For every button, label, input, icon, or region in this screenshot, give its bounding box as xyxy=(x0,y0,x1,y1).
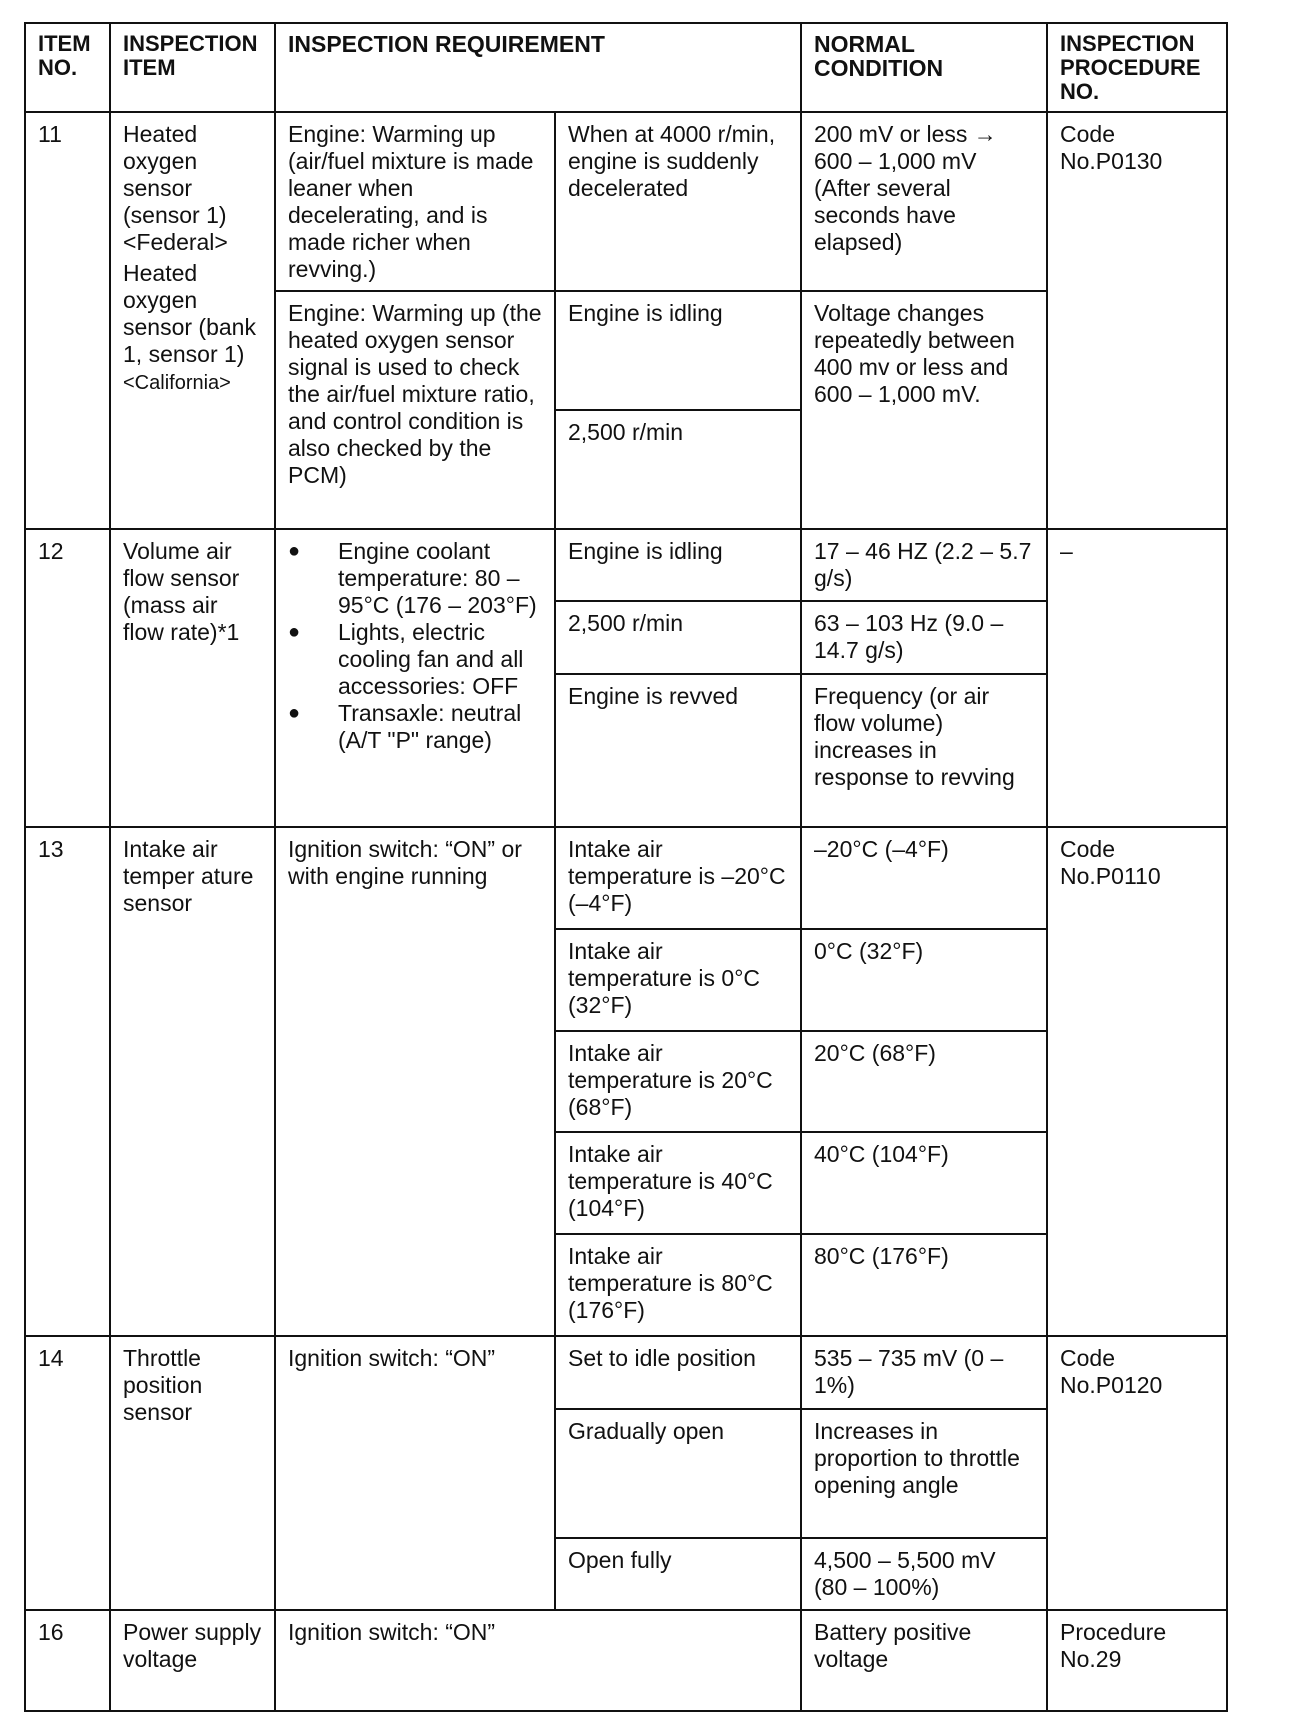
normal-condition: 535 – 735 mV (0 – 1%) xyxy=(801,1336,1047,1409)
requirement: Ignition switch: “ON” xyxy=(275,1336,555,1610)
procedure-no: Code No.P0110 xyxy=(1047,827,1227,1336)
item-no: 11 xyxy=(25,112,110,529)
table-row xyxy=(25,529,1227,602)
condition: Engine is idling xyxy=(555,291,801,410)
condition: Intake air temperature is 80°C (176°F) xyxy=(555,1234,801,1336)
item-no: 12 xyxy=(25,529,110,827)
condition: When at 4000 r/min, engine is suddenly decelerated xyxy=(555,112,801,291)
header-row xyxy=(25,23,1227,112)
normal-condition: Battery positive voltage xyxy=(801,1610,1047,1711)
procedure-no: Procedure No.29 xyxy=(1047,1610,1227,1711)
item-name: Volume air flow sensor (mass air flow rate)*1 xyxy=(110,529,275,827)
condition: 2,500 r/min xyxy=(555,601,801,674)
normal-condition: –20°C (–4°F) xyxy=(801,827,1047,929)
item-no: 16 xyxy=(25,1610,110,1711)
item-no: 14 xyxy=(25,1336,110,1610)
item-name: Intake air temper ature sensor xyxy=(110,827,275,1336)
requirement-bullet: ● Transaxle: neutral (A/T "P" range) xyxy=(288,700,542,754)
table-row xyxy=(25,1610,1227,1711)
item-name xyxy=(110,112,275,529)
requirement-bullet: ● Engine coolant temperature: 80 – 95°C (176 – 203°F) xyxy=(288,538,542,619)
item-name-california: Heated oxygen sensor (bank 1, sensor 1) xyxy=(123,259,256,367)
table-row xyxy=(25,112,1227,291)
item-name: Power supply voltage xyxy=(110,1610,275,1711)
requirement: Ignition switch: “ON” xyxy=(275,1610,801,1711)
header-inspection-requirement: INSPECTION REQUIREMENT xyxy=(275,23,801,112)
header-inspection-item: INSPECTION ITEM xyxy=(110,23,275,112)
requirement-list xyxy=(288,538,542,754)
requirement: Engine: Warming up (the heated oxygen sensor signal is used to check the air/fuel mixture ratio, and control condition is also checked by the PCM) xyxy=(275,291,555,529)
item-no: 13 xyxy=(25,827,110,1336)
item-name-note: <California> xyxy=(123,371,231,394)
requirement-bullet: ● Lights, electric cooling fan and all accessories: OFF xyxy=(288,619,542,700)
requirement xyxy=(275,529,555,827)
normal-condition: 17 – 46 HZ (2.2 – 5.7 g/s) xyxy=(801,529,1047,602)
normal-condition: 200 mV or less → 600 – 1,000 mV (After several seconds have elapsed) xyxy=(801,112,1047,291)
header-normal-condition: NORMAL CONDITION xyxy=(801,23,1047,112)
procedure-no: Code No.P0130 xyxy=(1047,112,1227,529)
item-name-federal: Heated oxygen sensor (sensor 1) <Federal> xyxy=(123,120,228,255)
item-name: Throttle position sensor xyxy=(110,1336,275,1610)
requirement: Engine: Warming up (air/fuel mixture is made leaner when decelerating, and is made richer when revving.) xyxy=(275,112,555,291)
condition: Intake air temperature is 0°C (32°F) xyxy=(555,929,801,1031)
requirement: Ignition switch: “ON” or with engine running xyxy=(275,827,555,1336)
normal-condition: 63 – 103 Hz (9.0 – 14.7 g/s) xyxy=(801,601,1047,674)
header-procedure-no: INSPECTION PROCEDURE NO. xyxy=(1047,23,1227,112)
condition: Set to idle position xyxy=(555,1336,801,1409)
normal-condition: 0°C (32°F) xyxy=(801,929,1047,1031)
normal-condition: Increases in proportion to throttle opening angle xyxy=(801,1409,1047,1538)
condition: Intake air temperature is 20°C (68°F) xyxy=(555,1031,801,1133)
normal-condition: 40°C (104°F) xyxy=(801,1132,1047,1234)
table-row xyxy=(25,827,1227,929)
normal-condition: 80°C (176°F) xyxy=(801,1234,1047,1336)
procedure-no: – xyxy=(1047,529,1227,827)
inspection-table xyxy=(24,22,1228,1712)
condition: Engine is idling xyxy=(555,529,801,602)
condition: Intake air temperature is 40°C (104°F) xyxy=(555,1132,801,1234)
condition: Open fully xyxy=(555,1538,801,1611)
condition: Engine is revved xyxy=(555,674,801,827)
header-item-no: ITEM NO. xyxy=(25,23,110,112)
normal-condition: Frequency (or air flow volume) increases in response to revving xyxy=(801,674,1047,827)
condition: Intake air temperature is –20°C (–4°F) xyxy=(555,827,801,929)
condition: Gradually open xyxy=(555,1409,801,1538)
procedure-no: Code No.P0120 xyxy=(1047,1336,1227,1610)
table-row xyxy=(25,1336,1227,1409)
normal-condition: 4,500 – 5,500 mV (80 – 100%) xyxy=(801,1538,1047,1611)
normal-condition: 20°C (68°F) xyxy=(801,1031,1047,1133)
normal-condition: Voltage changes repeatedly between 400 mv or less and 600 – 1,000 mV. xyxy=(801,291,1047,529)
condition: 2,500 r/min xyxy=(555,410,801,529)
